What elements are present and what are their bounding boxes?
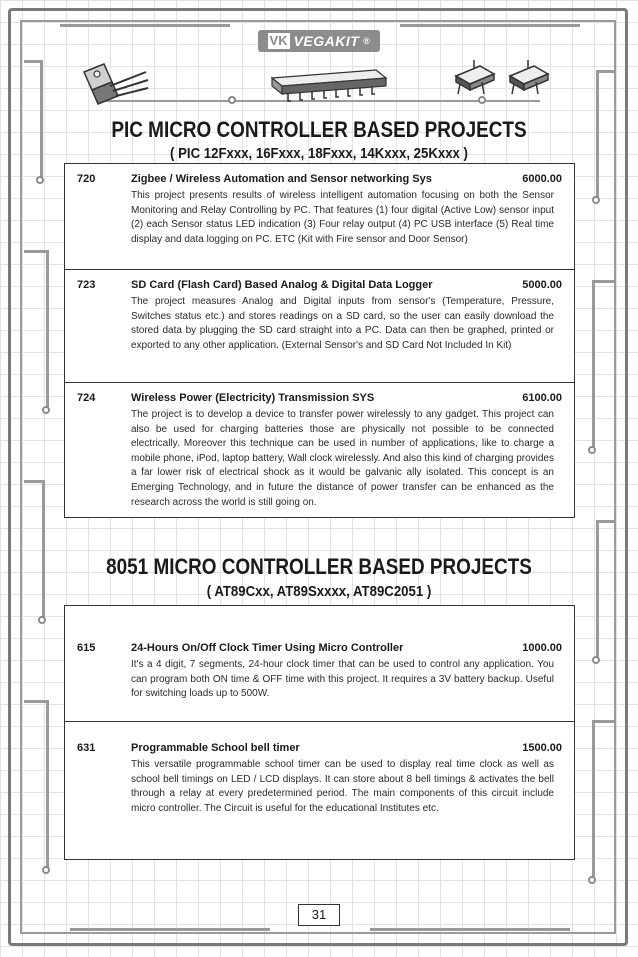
brand-name: VEGAKIT: [293, 33, 360, 49]
project-code: 631: [77, 742, 96, 754]
project-price: 6100.00: [522, 392, 562, 404]
ic-chip-icon: [268, 64, 390, 108]
project-title: Programmable School bell timer: [131, 742, 300, 754]
brand-mark: VK: [269, 33, 288, 48]
m8051-projects-table: [64, 605, 575, 860]
sot-transistor-icons: [450, 56, 558, 100]
project-price: 5000.00: [522, 279, 562, 291]
project-price: 1500.00: [522, 742, 562, 754]
pic-section-title: PIC MICRO CONTROLLER BASED PROJECTS: [111, 117, 527, 142]
project-entry: [65, 269, 574, 382]
project-price: 6000.00: [522, 173, 562, 185]
project-title: SD Card (Flash Card) Based Analog & Digital Data Logger: [131, 279, 433, 291]
project-title: 24-Hours On/Off Clock Timer Using Micro Controller: [131, 642, 404, 654]
project-code: 723: [77, 279, 96, 291]
project-description: It's a 4 digit, 7 segments, 24-hour clock timer that can be used to control any application. You can program both ON time & OFF time with this project. It requires a 3V battery backup. Useful for switching loads up to 500W.: [131, 659, 554, 700]
pic-section-subtitle: ( PIC 12Fxxx, 16Fxxx, 18Fxxx, 14Kxxx, 25Kxxx ): [170, 145, 468, 162]
project-entry: [65, 606, 574, 721]
project-code: 720: [77, 173, 96, 185]
pic-projects-table: [64, 163, 575, 518]
project-description: The project is to develop a device to transfer power wirelessly to any gadget. This project can also be used for charging batteries those are physically not possible to be connected electrically. Moreover this technique can be used in number of applications, like to charge a mobile phone, iPod, laptop battery, Wall clock wirelessly. And also this kind of charging provides a far lower risk of electrical shock as it would be galvanic ally isolated. This concept is an Emerging Technology, and in future the distance of power transfer can be enhanced as the research across the world is still going on.: [131, 409, 554, 508]
project-code: 724: [77, 392, 96, 404]
project-entry: [65, 164, 574, 269]
m8051-section-title: 8051 MICRO CONTROLLER BASED PROJECTS: [106, 554, 532, 579]
project-price: 1000.00: [522, 642, 562, 654]
registered-mark: ®: [363, 36, 371, 46]
project-entry: [65, 382, 574, 516]
project-code: 615: [77, 642, 96, 654]
project-title: Wireless Power (Electricity) Transmission SYS: [131, 392, 375, 404]
m8051-section-subtitle: ( AT89Cxx, AT89Sxxxx, AT89C2051 ): [206, 583, 432, 600]
project-description: This versatile programmable school timer can be used to display real time clock as well as school bell timings on LED / LCD displays. It can store about 8 bell timings & activates the bell through a relay at every predetermined period. The main components of this circuit include micro controller. The Circuit is useful for the educational Institutes etc.: [131, 759, 554, 814]
vegakit-logo: [258, 30, 380, 52]
project-description: This project presents results of wireless intelligent automation focusing on both the Sensor Monitoring and Relay Controlling by PC. That features (1) four digital (Active Low) sensor input (2) each Sensor status LED indication (3) Four relay output (4) PC USB interface (5) Real time display and data logging on PC. ETC (Kit with Fire sensor and Door Sensor): [131, 190, 554, 245]
project-title: Zigbee / Wireless Automation and Sensor networking Sys: [131, 173, 432, 185]
project-description: The project measures Analog and Digital inputs from sensor's (Temperature, Pressure, Switches status etc.) and stores readings on a SD card, so the user can easily download the stored data by plugging the SD card straight into a PC. Data can then be graphed, printed or exported to any other application. (External Sensor's and SD Card Not Included In Kit): [131, 296, 554, 351]
transistor-to220-icon: [78, 58, 150, 108]
project-entry: [65, 721, 574, 858]
page-number: 31: [298, 904, 340, 926]
